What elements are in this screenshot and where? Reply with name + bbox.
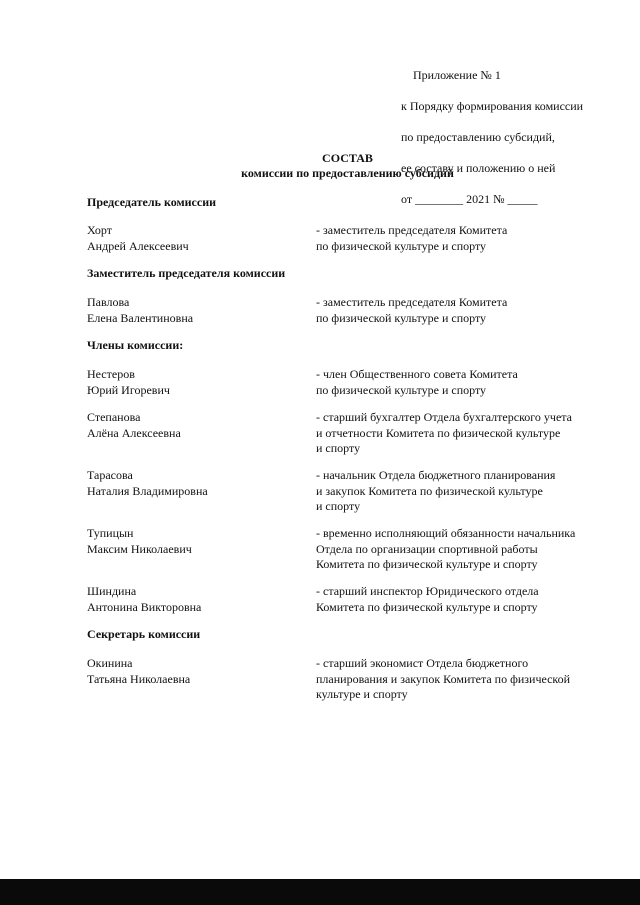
person-surname: Шиндина bbox=[87, 584, 137, 598]
document-title: СОСТАВ bbox=[322, 151, 373, 165]
person-name bbox=[87, 468, 297, 499]
appendix-note bbox=[401, 52, 583, 224]
role-line: - заместитель председателя Комитета bbox=[316, 223, 508, 237]
person-surname: Степанова bbox=[87, 410, 141, 424]
role-line: культуре и спорту bbox=[316, 687, 408, 702]
person-surname: Нестеров bbox=[87, 367, 135, 381]
person-role bbox=[316, 656, 616, 703]
role-line: по физической культуре и спорту bbox=[316, 382, 487, 397]
person-name bbox=[87, 223, 297, 254]
section-heading-members: Члены комиссии: bbox=[87, 338, 184, 352]
person-given-name: Татьяна Николаевна bbox=[87, 671, 191, 686]
person-given-name: Алёна Алексеевна bbox=[87, 425, 181, 440]
person-given-name: Елена Валентиновна bbox=[87, 310, 194, 325]
person-name bbox=[87, 295, 297, 326]
section-heading-chair: Председатель комиссии bbox=[87, 195, 217, 209]
role-line: Комитета по физической культуре и спорту bbox=[316, 599, 538, 614]
person-role bbox=[316, 223, 616, 254]
person-surname: Тарасова bbox=[87, 468, 133, 482]
appendix-line: Приложение № 1 bbox=[413, 67, 501, 82]
role-line: по физической культуре и спорту bbox=[316, 310, 487, 325]
role-line: планирования и закупок Комитета по физической bbox=[316, 671, 571, 686]
role-line: - начальник Отдела бюджетного планирования bbox=[316, 468, 556, 482]
role-line: и закупок Комитета по физической культуре bbox=[316, 483, 543, 498]
person-name bbox=[87, 410, 297, 441]
person-role bbox=[316, 367, 616, 398]
person-role bbox=[316, 526, 616, 573]
role-line: и отчетности Комитета по физической культуре bbox=[316, 425, 561, 440]
person-surname: Окинина bbox=[87, 656, 133, 670]
appendix-line: к Порядку формирования комиссии bbox=[401, 98, 584, 113]
person-given-name: Наталия Владимировна bbox=[87, 483, 208, 498]
role-line: - старший бухгалтер Отдела бухгалтерского учета bbox=[316, 410, 572, 424]
person-given-name: Юрий Игоревич bbox=[87, 382, 170, 397]
person-name bbox=[87, 656, 297, 687]
person-name bbox=[87, 526, 297, 557]
appendix-line: от ________ 2021 № _____ bbox=[401, 192, 538, 207]
person-given-name: Андрей Алексеевич bbox=[87, 238, 189, 253]
role-line: и спорту bbox=[316, 499, 361, 514]
section-heading-secretary: Секретарь комиссии bbox=[87, 627, 201, 641]
person-surname: Павлова bbox=[87, 295, 130, 309]
role-line: Комитета по физической культуре и спорту bbox=[316, 557, 538, 572]
person-name bbox=[87, 367, 297, 398]
role-line: Отдела по организации спортивной работы bbox=[316, 541, 538, 556]
scan-edge-bar bbox=[0, 879, 640, 905]
appendix-line: по предоставлению субсидий, bbox=[401, 129, 555, 144]
person-role bbox=[316, 584, 616, 615]
person-role bbox=[316, 410, 616, 457]
person-surname: Тупицын bbox=[87, 526, 134, 540]
person-name bbox=[87, 584, 297, 615]
role-line: - член Общественного совета Комитета bbox=[316, 367, 518, 381]
document-subtitle: комиссии по предоставлению субсидий bbox=[241, 166, 454, 180]
section-heading-deputy: Заместитель председателя комиссии bbox=[87, 266, 286, 280]
role-line: по физической культуре и спорту bbox=[316, 238, 487, 253]
role-line: - заместитель председателя Комитета bbox=[316, 295, 508, 309]
appendix-line: ее составу и положению о ней bbox=[401, 161, 556, 176]
role-line: - старший инспектор Юридического отдела bbox=[316, 584, 539, 598]
role-line: - временно исполняющий обязанности начальника bbox=[316, 526, 576, 540]
person-surname: Хорт bbox=[87, 223, 112, 237]
role-line: и спорту bbox=[316, 441, 361, 456]
role-line: - старший экономист Отдела бюджетного bbox=[316, 656, 529, 670]
person-given-name: Антонина Викторовна bbox=[87, 599, 202, 614]
person-role bbox=[316, 468, 616, 515]
person-given-name: Максим Николаевич bbox=[87, 541, 192, 556]
person-role bbox=[316, 295, 616, 326]
